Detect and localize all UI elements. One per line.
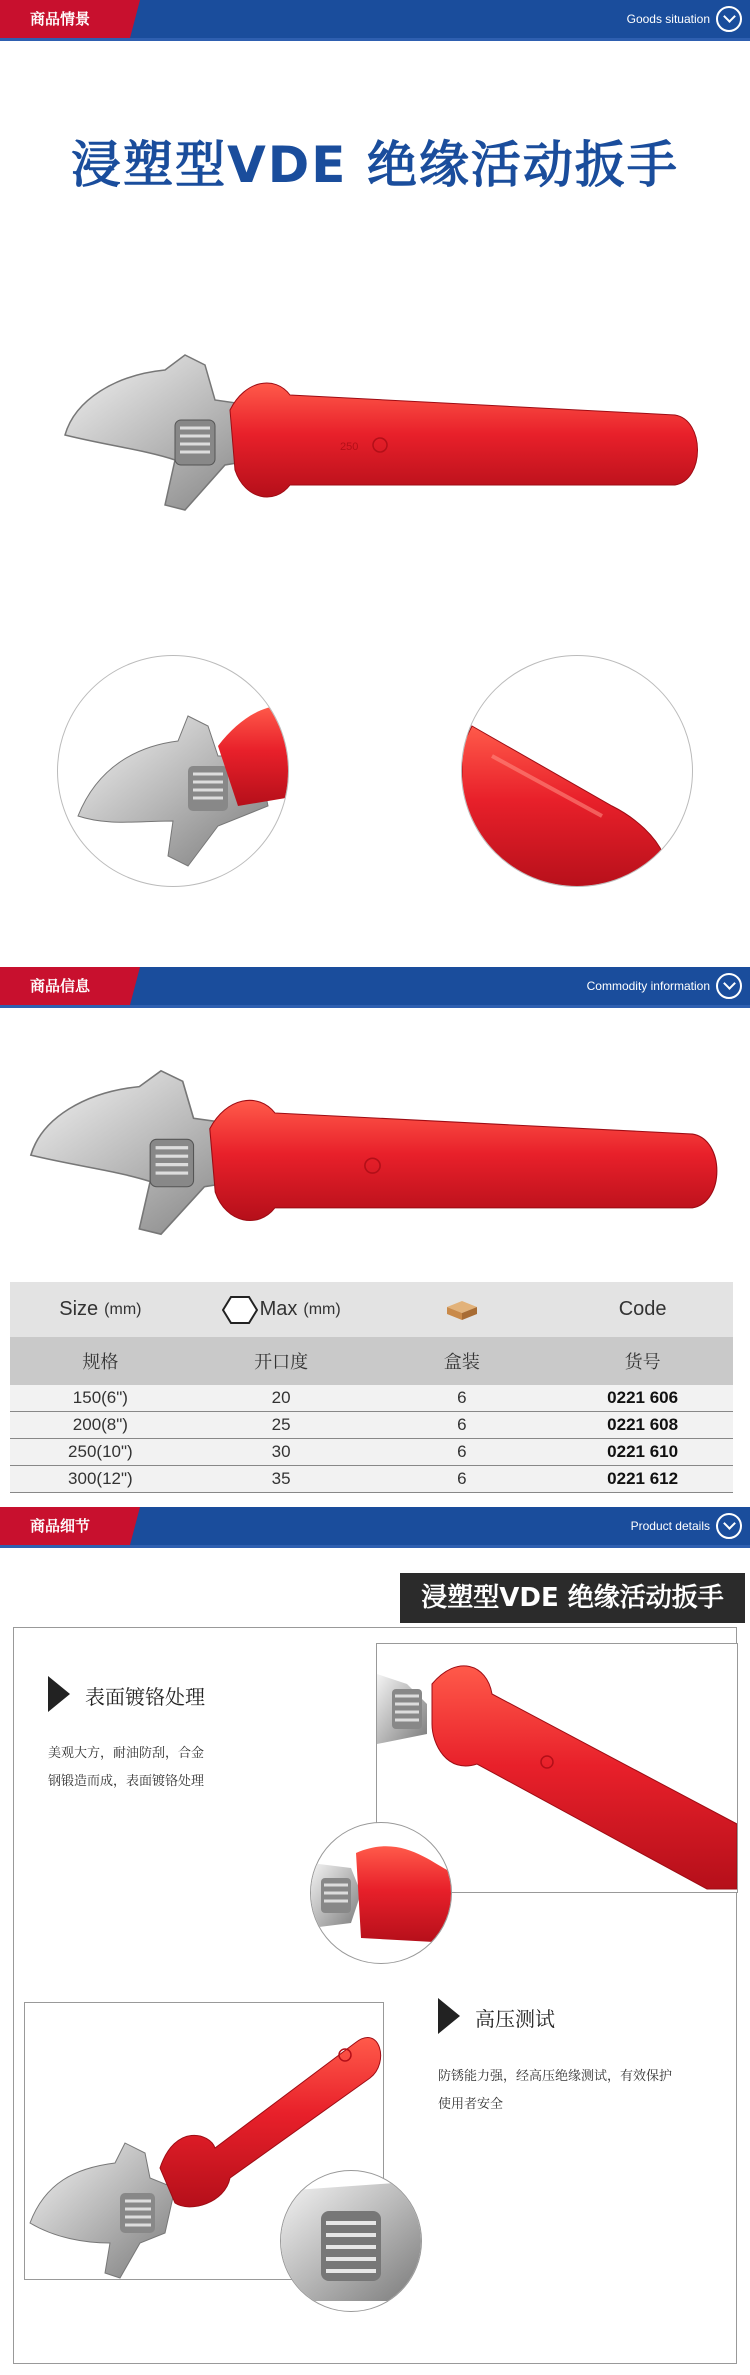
cell-size: 250(10") (68, 1442, 133, 1461)
subheader-opening: 开口度 (254, 1352, 309, 1373)
section-en-goods: Goods situation (626, 12, 710, 26)
size-mark: 250 (340, 441, 359, 453)
cell-code: 0221 606 (607, 1388, 679, 1407)
section-bar-details (0, 1507, 750, 1545)
divider (0, 38, 750, 41)
box-icon (445, 1299, 479, 1321)
header-size-unit: (mm) (104, 1300, 142, 1318)
cell-box: 6 (457, 1388, 467, 1407)
feature-desc-chrome-line2: 钢锻造而成，表面镀铬处理 (48, 1774, 205, 1789)
cell-box: 6 (457, 1415, 467, 1434)
header-max-label: Max (259, 1298, 298, 1320)
subheader-box: 盒装 (443, 1352, 480, 1373)
feature-desc-hv-line2: 使用者安全 (438, 2097, 504, 2112)
detail-circle-jaw (310, 1822, 452, 1964)
cell-opening: 35 (271, 1469, 291, 1488)
subheader-size: 规格 (82, 1352, 119, 1373)
table-row (10, 1439, 733, 1466)
header-size (10, 1282, 191, 1337)
section-tag-goods: 商品情景 (0, 0, 130, 38)
detail-circle-spring (280, 2170, 422, 2312)
header-max-unit: (mm) (303, 1300, 341, 1318)
table-row (10, 1412, 733, 1439)
table-row (10, 1385, 733, 1412)
detail-circle-head (57, 655, 289, 887)
detail-circle-handle (461, 655, 693, 887)
section-en-info: Commodity information (586, 979, 710, 993)
cell-opening: 30 (271, 1442, 291, 1461)
header-box (372, 1282, 553, 1337)
section-en-details: Product details (630, 1519, 710, 1533)
feature-desc-chrome-line1: 美观大方，耐油防刮，合金 (48, 1746, 205, 1761)
cell-code: 0221 610 (607, 1442, 679, 1461)
header-code: Code (618, 1298, 667, 1320)
detail-title: 浸塑型VDE 绝缘活动扳手 (400, 1573, 745, 1623)
cell-opening: 25 (271, 1415, 291, 1434)
triangle-arrow-icon (438, 1998, 460, 2034)
cell-code: 0221 608 (607, 1415, 679, 1434)
section-bar-goods (0, 0, 750, 38)
cell-code: 0221 612 (607, 1469, 679, 1488)
spec-table-header (10, 1282, 733, 1337)
chevron-down-icon[interactable] (716, 1513, 742, 1539)
product-image-info (20, 1055, 725, 1250)
spec-table-subheader (10, 1337, 733, 1385)
feature-title-hv-test: 高压测试 (475, 2007, 555, 2031)
hexagon-icon (222, 1295, 258, 1325)
divider (0, 1005, 750, 1008)
cell-box: 6 (457, 1469, 467, 1488)
triangle-arrow-icon (48, 1676, 70, 1712)
cell-opening: 20 (271, 1388, 291, 1407)
header-size-label: Size (59, 1298, 99, 1320)
cell-box: 6 (457, 1442, 467, 1461)
subheader-code: 货号 (624, 1352, 661, 1373)
cell-size: 200(8") (72, 1415, 128, 1434)
header-max (191, 1282, 372, 1337)
section-bar-info (0, 967, 750, 1005)
divider (0, 1545, 750, 1548)
page-title: 浸塑型VDE 绝缘活动扳手 (71, 136, 679, 194)
section-tag-details: 商品细节 (0, 1507, 130, 1545)
section-tag-info: 商品信息 (0, 967, 130, 1005)
cell-size: 150(6") (72, 1388, 128, 1407)
chevron-down-icon[interactable] (716, 973, 742, 999)
spec-table (10, 1282, 733, 1493)
chevron-down-icon[interactable] (716, 6, 742, 32)
cell-size: 300(12") (68, 1469, 133, 1488)
table-row (10, 1466, 733, 1493)
feature-desc-hv-line1: 防锈能力强，经高压绝缘测试，有效保护 (438, 2069, 673, 2084)
feature-title-chrome: 表面镀铬处理 (85, 1685, 205, 1709)
product-image-main (55, 340, 705, 525)
